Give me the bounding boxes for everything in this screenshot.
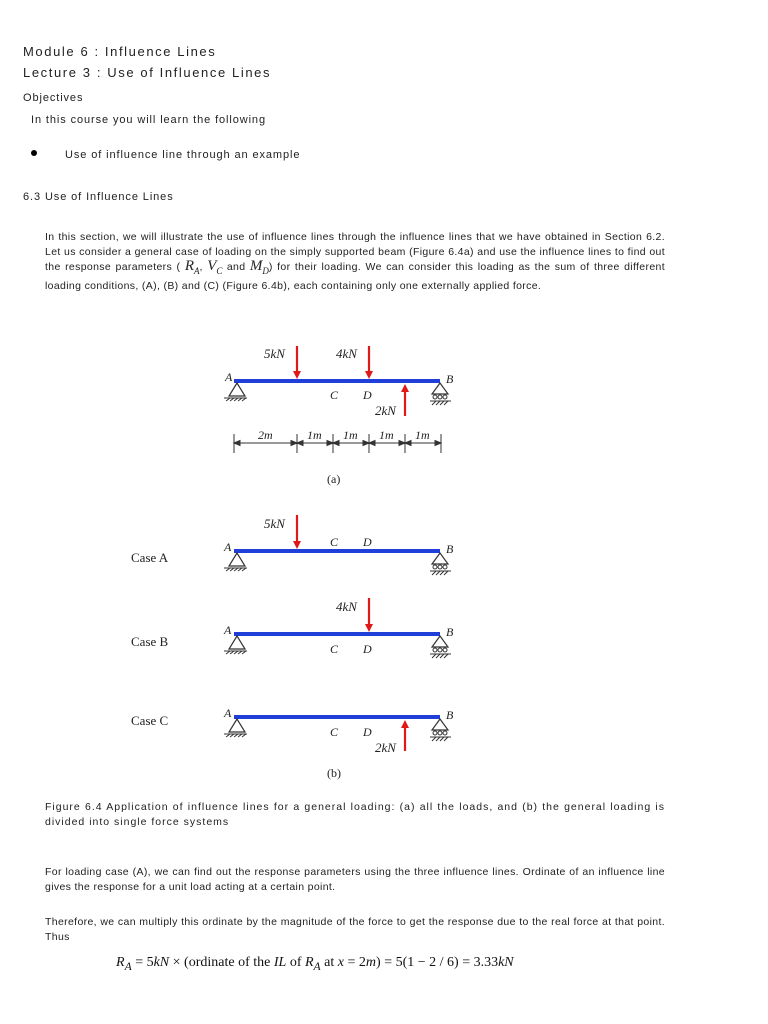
label-d: D: [363, 388, 372, 402]
beam-diagram-case-c: [131, 706, 454, 780]
load-label-2kn: 2kN: [375, 403, 396, 418]
figure-6-4: [0, 330, 768, 790]
figure-caption: Figure 6.4 Application of influence lines for a general loading: (a) all the loads, and (b) the general loading is divided into single force systems: [45, 801, 665, 828]
math-ra: $R_A$: [184, 258, 200, 277]
label-b: B: [446, 372, 454, 386]
section-title: 6.3 Use of Influence Lines: [23, 191, 174, 203]
label-b: B: [446, 542, 454, 556]
dim-1m-3: 1m: [379, 428, 394, 442]
label-c: C: [330, 388, 339, 402]
bullet-icon: [31, 150, 37, 156]
case-c-label: Case C: [131, 713, 169, 728]
load-label-2kn: 2kN: [375, 740, 396, 755]
roller-support-icon: [430, 383, 451, 405]
label-d: D: [363, 535, 372, 549]
dim-2m: 2m: [258, 428, 273, 442]
equation-ra: $R_A = 5kN$ × (ordinate of the IL of $R_A$ at x = 2m) = 5(1 − 2 / 6) = 3.33kN: [116, 955, 514, 973]
math-md: $M_D$: [249, 258, 269, 277]
para1-text-b: ) for their loading. We can consider this loading as the sum of three different loading conditions, (A), (B) and (C) (Figure 6.4b), each containing only one externally applied force.: [45, 261, 665, 292]
case-a-label: Case A: [131, 550, 169, 565]
label-a: A: [224, 623, 232, 637]
case-b-label: Case B: [131, 634, 169, 649]
label-c: C: [330, 535, 339, 549]
load-label-5kn: 5kN: [264, 346, 285, 361]
dim-1m-2: 1m: [343, 428, 358, 442]
beam-diagram-case-b: [131, 598, 454, 658]
load-label-4kn: 4kN: [336, 346, 357, 361]
objectives-intro: In this course you will learn the following: [31, 114, 266, 126]
body-paragraph-3: Therefore, we can multiply this ordinate by the magnitude of the force to get the response due to the real force at that point. Thus: [45, 916, 665, 943]
objectives-heading: Objectives: [23, 92, 84, 104]
roller-support-icon: [430, 553, 451, 575]
load-label-5kn: 5kN: [264, 516, 285, 531]
subfigure-label-a: (a): [327, 472, 341, 486]
label-c: C: [330, 642, 339, 656]
para1-text-a: In this section, we will illustrate the use of influence lines through the influence lines that we have obtained in Section 6.2. Let us consider a general case of loading on the simply supported beam (Figure 6.4a) and use the influence lines to find out the response parameters (: [45, 231, 665, 274]
load-label-4kn: 4kN: [336, 599, 357, 614]
label-d: D: [363, 725, 372, 739]
pin-support-icon: [224, 636, 247, 654]
label-a: A: [224, 540, 232, 554]
label-a: A: [224, 706, 232, 720]
pin-support-icon: [224, 719, 247, 737]
intro-paragraph: In this section, we will illustrate the use of influence lines through the influence lines that we have obtained in Section 6.2. Let us consider a general case of loading on the simply supported beam (Figure 6.4a) and use the influence lines to find out the response parameters ( $R_A$, $V_C$ and $M_D$) for their loading. We can consider this loading as the sum of three different loading conditions, (A), (B) and (C) (Figure 6.4b), each containing only one externally applied force.: [45, 231, 665, 292]
label-c: C: [330, 725, 339, 739]
module-title: Module 6 : Influence Lines: [23, 44, 217, 59]
pin-support-icon: [224, 383, 247, 401]
beam-diagram-case-a: [131, 515, 454, 575]
objective-item: Use of influence line through an example: [65, 149, 301, 161]
dim-1m-4: 1m: [415, 428, 430, 442]
beam-diagram-a: [224, 346, 454, 486]
label-b: B: [446, 708, 454, 722]
subfigure-label-b: (b): [327, 766, 341, 780]
roller-support-icon: [430, 719, 451, 741]
math-vc: $V_C$: [207, 258, 223, 277]
label-d: D: [363, 642, 372, 656]
lecture-title: Lecture 3 : Use of Influence Lines: [23, 65, 272, 80]
label-a: A: [225, 370, 233, 384]
roller-support-icon: [430, 636, 451, 658]
body-paragraph-2: For loading case (A), we can find out the response parameters using the three influence lines. Ordinate of an influence line gives the response for a unit load acting at a certain point.: [45, 866, 665, 893]
pin-support-icon: [224, 553, 247, 571]
label-b: B: [446, 625, 454, 639]
dim-1m-1: 1m: [307, 428, 322, 442]
